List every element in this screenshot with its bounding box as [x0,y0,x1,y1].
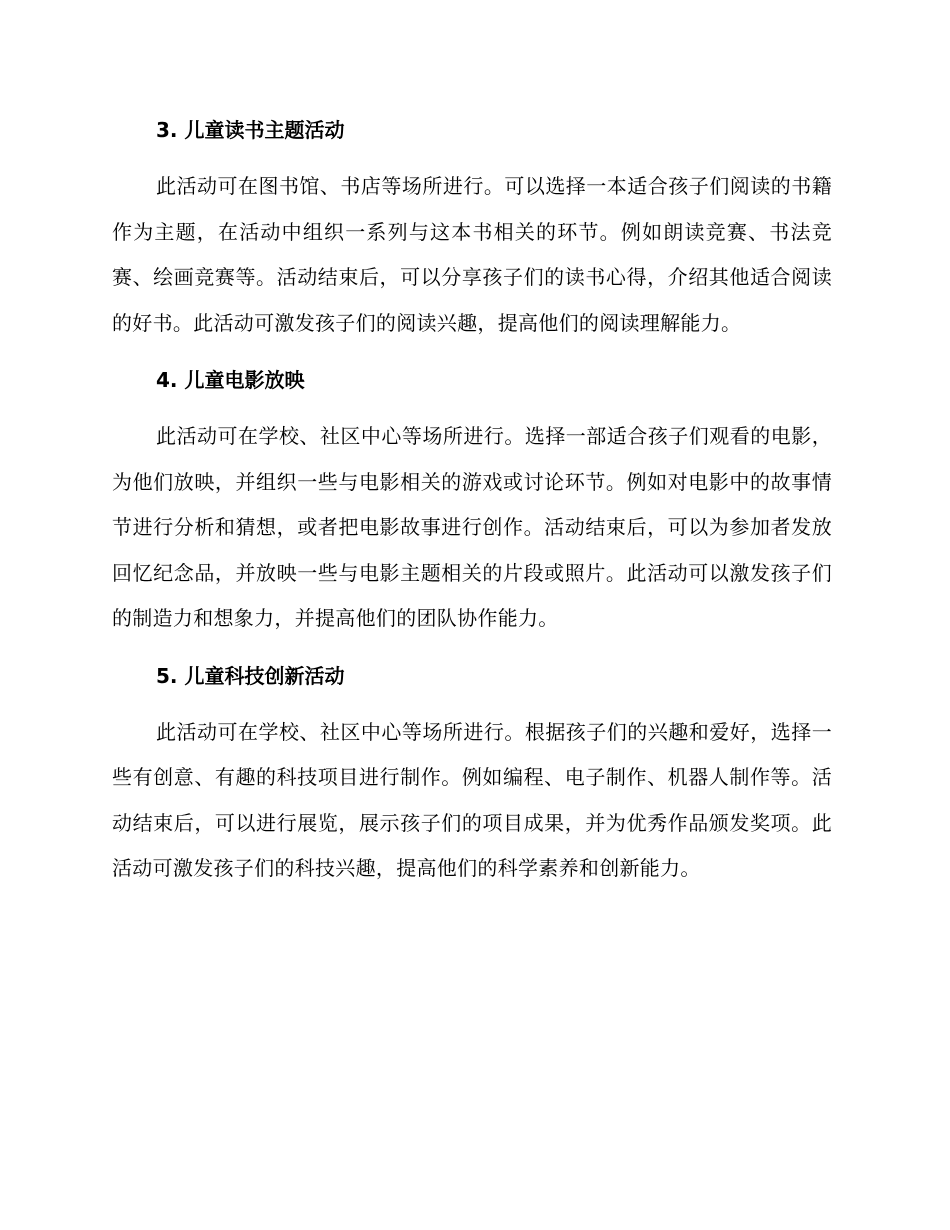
section-movie-screening [112,358,832,642]
section-paragraph: 此活动可在学校、社区中心等场所进行。根据孩子们的兴趣和爱好，选择一些有创意、有趣的科技项目进行制作。例如编程、电子制作、机器人制作等。活动结束后，可以进行展览，展示孩子们的项目成果，并为优秀作品颁发奖项。此活动可激发孩子们的科技兴趣，提高他们的科学素养和创新能力。 [112,719,832,880]
section-paragraph: 此活动可在学校、社区中心等场所进行。选择一部适合孩子们观看的电影，为他们放映，并组织一些与电影相关的游戏或讨论环节。例如对电影中的故事情节进行分析和猜想，或者把电影故事进行创作。活动结束后，可以为参加者发放回忆纪念品，并放映一些与电影主题相关的片段或照片。此活动可以激发孩子们的制造力和想象力，并提高他们的团队协作能力。 [112,424,832,630]
section-heading: 5. 儿童科技创新活动 [156,663,345,688]
section-paragraph: 此活动可在图书馆、书店等场所进行。可以选择一本适合孩子们阅读的书籍作为主题，在活动中组织一系列与这本书相关的环节。例如朗读竞赛、书法竞赛、绘画竞赛等。活动结束后，可以分享孩子们的读书心得，介绍其他适合阅读的好书。此活动可激发孩子们的阅读兴趣，提高他们的阅读理解能力。 [112,174,832,335]
section-heading: 4. 儿童电影放映 [156,368,305,392]
section-heading: 3. 儿童读书主题活动 [156,118,345,142]
section-tech-innovation [112,654,832,892]
document-page [112,108,832,904]
section-reading-activity [112,108,832,346]
